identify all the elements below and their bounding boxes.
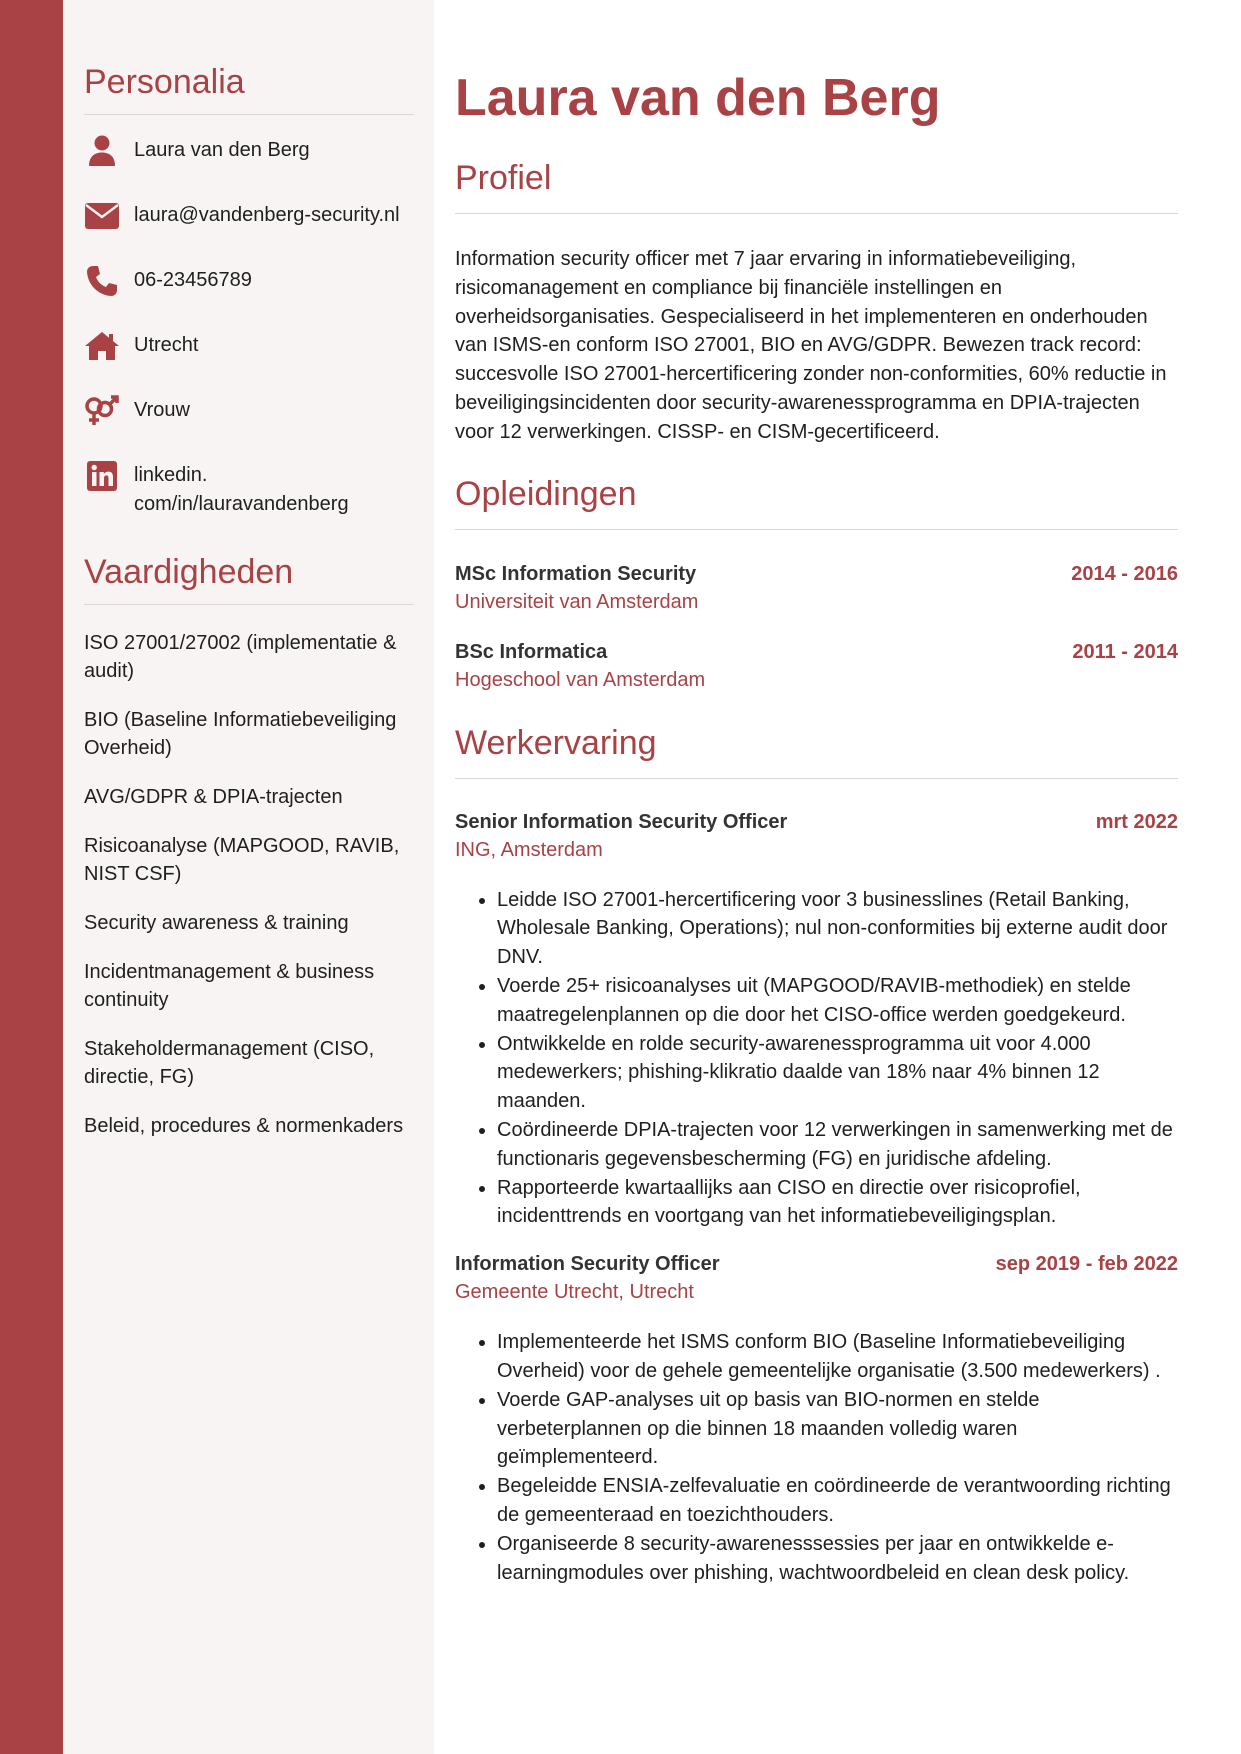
contact-name (84, 135, 414, 167)
education-title: MSc Information Security (455, 562, 697, 585)
education-institution: Hogeschool van Amsterdam (455, 668, 706, 691)
profile-heading: Profiel (455, 157, 1178, 214)
education-title: BSc Informatica (455, 640, 608, 663)
contact-email-text[interactable]: laura@vandenberg-security.nl (134, 204, 400, 226)
contact-linkedin (84, 460, 414, 519)
job-entry (455, 1250, 1178, 1587)
contact-name-text: Laura van den Berg (134, 139, 310, 161)
job-employer: ING, Amsterdam (455, 838, 603, 861)
education-date: 2011 - 2014 (1072, 640, 1178, 663)
main-content (455, 60, 1178, 1587)
job-bullet: • Voerde GAP-analyses uit op basis van BIO-normen en stelde verbeterplannen op die binnen 18 maanden volledig waren geïmplementeerd. (497, 1386, 1178, 1472)
phone-icon (84, 265, 120, 297)
linkedin-icon (84, 460, 120, 492)
skill-item: AVG/GDPR & DPIA-trajecten (84, 786, 343, 808)
job-title: Information Security Officer (455, 1253, 720, 1276)
home-icon (84, 330, 120, 362)
job-bullet: • Ontwikkelde en rolde security-awarenessprogramma uit voor 4.000 medewerkers; phishing-klikratio daalde van 18% naar 4% binnen 12 maanden. (497, 1030, 1178, 1116)
job-employer: Gemeente Utrecht, Utrecht (455, 1281, 694, 1304)
contact-city-text: Utrecht (134, 334, 199, 356)
job-bullet: • Rapporteerde kwartaallijks aan CISO en directie over risicoprofiel, incidenttrends en voortgang van het informatiebeveiligingsplan. (497, 1174, 1178, 1232)
skill-item: Stakeholdermanagement (CISO, directie, FG) (84, 1038, 375, 1088)
candidate-name: Laura van den Berg (455, 69, 941, 127)
job-bullets (455, 1328, 1178, 1587)
accent-bar (0, 0, 63, 1754)
job-title: Senior Information Security Officer (455, 810, 788, 833)
job-date: sep 2019 - feb 2022 (995, 1253, 1178, 1276)
gender-icon (84, 395, 120, 427)
job-date: mrt 2022 (1095, 810, 1178, 833)
skill-item: Beleid, procedures & normenkaders (84, 1115, 404, 1137)
contact-gender-text: Vrouw (134, 399, 190, 421)
skill-item: Incidentmanagement & business continuity (84, 961, 375, 1011)
skill-item: ISO 27001/27002 (implementatie & audit) (84, 632, 397, 682)
user-icon (84, 135, 120, 167)
contact-phone (84, 265, 414, 297)
contact-city (84, 330, 414, 362)
skills-heading: Vaardigheden (84, 552, 414, 605)
job-bullet: • Leidde ISO 27001-hercertificering voor 3 businesslines (Retail Banking, Wholesale Banking, Operations); nul non-conformities bij externe audit door DNV. (497, 886, 1178, 972)
skill-item: Risicoanalyse (MAPGOOD, RAVIB, NIST CSF) (84, 835, 400, 885)
experience-heading: Werkervaring (455, 722, 1178, 779)
contact-linkedin-text[interactable]: linkedin. com/in/lauravandenberg (134, 464, 349, 515)
skills-list (84, 629, 414, 1140)
skill-item: Security awareness & training (84, 912, 349, 934)
contact-email (84, 200, 414, 232)
job-bullet: • Organiseerde 8 security-awarenesssessies per jaar en ontwikkelde e-learningmodules over phishing, wachtwoordbeleid en clean desk policy. (497, 1530, 1178, 1588)
job-bullet: • Voerde 25+ risicoanalyses uit (MAPGOOD/RAVIB-methodiek) en stelde maatregelenplannen op die door het CISO-office werden goedgekeurd. (497, 972, 1178, 1030)
personalia-heading: Personalia (84, 62, 414, 115)
job-entry (455, 808, 1178, 1232)
contact-phone-text[interactable]: 06-23456789 (134, 269, 252, 291)
contact-gender (84, 395, 414, 427)
job-bullet: • Coördineerde DPIA-trajecten voor 12 verwerkingen in samenwerking met de functionaris gegevensbescherming (FG) en juridische afdeling. (497, 1116, 1178, 1174)
job-bullets (455, 886, 1178, 1232)
envelope-icon (84, 200, 120, 232)
sidebar-content (84, 62, 414, 1161)
skill-item: BIO (Baseline Informatiebeveiliging Overheid) (84, 709, 397, 759)
education-entry (455, 638, 1178, 694)
education-date: 2014 - 2016 (1071, 562, 1178, 585)
job-bullet: • Implementeerde het ISMS conform BIO (Baseline Informatiebeveiliging Overheid) voor de gehele gemeentelijke organisatie (3.500 medewerkers) . (497, 1328, 1178, 1386)
contact-list (84, 135, 414, 519)
education-institution: Universiteit van Amsterdam (455, 590, 699, 613)
education-entry (455, 560, 1178, 616)
education-heading: Opleidingen (455, 473, 1178, 530)
profile-text: Information security officer met 7 jaar ervaring in informatiebeveiliging, risicomanagement en compliance bij financiële instellingen en overheidsorganisaties. Gespecialiseerd in het implementeren en onderhouden van ISMS-en conform ISO 27001, BIO en AVG/GDPR. Bewezen track record: succesvolle ISO 27001-hercertificering zonder non-conformities, 60% reductie in beveiligingsincidenten door security-awarenessprogramma en DPIA-trajecten voor 12 verwerkingen. CISSP- en CISM-gecertificeerd. (455, 248, 1167, 443)
job-bullet: • Begeleidde ENSIA-zelfevaluatie en coördineerde de verantwoording richting de gemeenteraad en toezichthouders. (497, 1472, 1178, 1530)
